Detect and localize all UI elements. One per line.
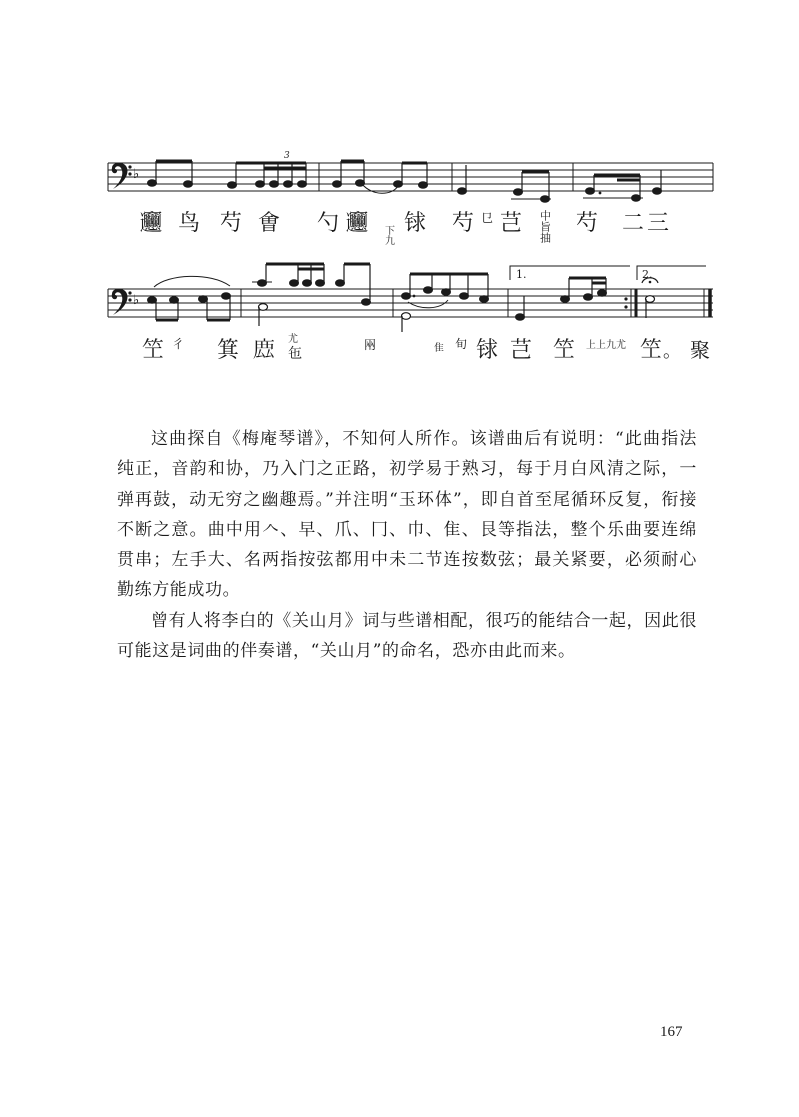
music-score	[0, 0, 799, 400]
tab-char: 尤	[288, 334, 298, 345]
tab-char: 聚	[690, 338, 710, 362]
tablature-row-2	[142, 332, 710, 363]
tab-char: 𨱇	[476, 338, 499, 363]
bass-clef-icon	[112, 163, 132, 189]
score-svg	[0, 0, 799, 400]
tab-char: 㑹	[258, 211, 281, 236]
volta-1: 1.	[516, 268, 527, 281]
bass-clef-icon	[112, 289, 132, 315]
tab-char: 㐌	[288, 346, 302, 362]
tab-char: 上上九尤	[586, 340, 626, 351]
volta-2: 2.	[642, 268, 653, 281]
repeat-dot	[624, 297, 627, 300]
tab-char: 笁	[553, 338, 576, 363]
tab-char: 中旨抽	[538, 210, 552, 243]
tab-char: 下九	[382, 225, 394, 245]
notes-1	[148, 161, 662, 202]
tab-char: 三	[647, 211, 670, 236]
tab-char: 勺	[317, 211, 340, 236]
tab-char: 。	[663, 341, 681, 362]
staff-1	[108, 163, 713, 191]
tab-char: 芍	[576, 211, 599, 236]
tab-char: 𰻞	[346, 211, 369, 236]
page-number: 167	[660, 1024, 683, 1040]
tab-char: 㔾	[481, 211, 494, 225]
tab-char: 㒳	[364, 338, 377, 352]
notes-2	[148, 264, 659, 332]
repeat-dot	[624, 305, 627, 308]
flat-icon: ♭	[133, 293, 140, 308]
tab-char: 𰻞	[140, 211, 163, 236]
tab-char: 箕	[217, 338, 240, 363]
tab-char: 旬	[455, 337, 468, 351]
tab-char: 芑	[500, 211, 523, 236]
flat-icon: ♭	[133, 167, 140, 182]
slur	[362, 184, 398, 193]
tab-char: 芍	[220, 211, 243, 236]
tab-char: 笁	[640, 338, 663, 363]
tablature-row-1	[140, 209, 669, 246]
paragraph: 曾有人将李白的《关山月》词与些谱相配，很巧的能结合一起，因此很可能这是词曲的伴奏谱，“关山月”的命名，恐亦由此而来。	[117, 610, 697, 662]
tab-char: 二	[622, 211, 645, 236]
tab-char: 鸟	[178, 211, 201, 236]
tab-char: 芑	[510, 338, 533, 363]
tab-char: 芍	[452, 211, 475, 236]
triplet-mark: 3	[284, 151, 290, 161]
paragraph: 这曲探自《梅庵琴谱》，不知何人所作。该谱曲后有说明：“此曲指法纯正，音韵和协，乃入门之正路，初学易于熟习，每于月白风清之际，一弹再鼓，动无穷之幽趣焉。”并注明“玉环体”，即自首至尾循环反复，衔接不断之意。曲中用𠆢、早、爪、冂、巾、隹、艮等指法，整个乐曲要连绵贯串；左手大、名两指按弦都用中未二节连按数弦；最关紧要，必须耐心勤练方能成功。	[117, 429, 697, 601]
volta-brackets	[510, 266, 706, 280]
tab-char: 𢉖	[253, 338, 276, 363]
tab-char: 隹	[431, 342, 443, 352]
tab-char: 𨱇	[404, 211, 427, 236]
tab-char: 笁	[142, 338, 165, 363]
tab-char: 彳	[172, 337, 185, 351]
body-text	[117, 424, 697, 666]
